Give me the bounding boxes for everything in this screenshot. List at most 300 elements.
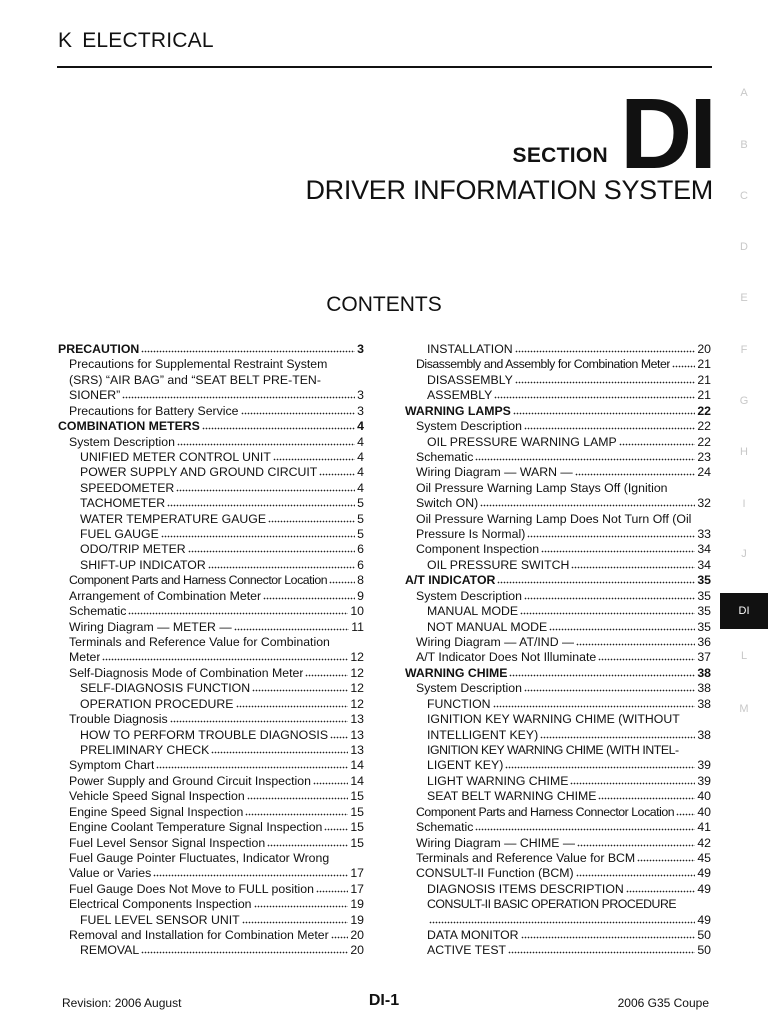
toc-entry-page: 38 <box>697 665 711 680</box>
toc-entry-page: 22 <box>697 403 711 418</box>
toc-entry-title: System Description <box>416 681 522 696</box>
toc-entry-title: Wiring Diagram — AT/IND — <box>416 635 575 650</box>
toc-leader-dots <box>202 419 355 430</box>
toc-entry-page: 4 <box>357 480 364 495</box>
toc-entry-title: Switch ON) <box>416 496 479 511</box>
toc-leader-dots <box>236 697 349 708</box>
toc-entry-title: Schematic <box>69 604 127 619</box>
toc-leader-dots <box>141 943 348 954</box>
toc-entry[interactable] <box>405 465 711 480</box>
toc-entry-page: 34 <box>697 557 711 572</box>
toc-entry-page: 17 <box>350 881 364 896</box>
toc-entry[interactable] <box>58 851 364 866</box>
section-code: DI <box>620 78 714 190</box>
toc-entry-title: Electrical Components Inspection <box>69 897 252 912</box>
toc-entry-title: FUEL GAUGE <box>80 527 159 542</box>
toc-entry-title: Arrangement of Combination Meter <box>69 588 262 603</box>
toc-entry[interactable] <box>58 419 364 434</box>
toc-entry[interactable] <box>58 882 364 897</box>
toc-entry-title: Removal and Installation for Combination Meter <box>69 928 329 943</box>
toc-entry-page: 35 <box>697 588 711 603</box>
toc-leader-dots <box>480 496 695 507</box>
toc-entry-title: Oil Pressure Warning Lamp Does Not Turn Off (Oil <box>416 511 692 526</box>
toc-entry[interactable] <box>405 913 711 928</box>
toc-entry[interactable] <box>405 882 711 897</box>
toc-leader-dots <box>549 620 695 631</box>
toc-entry-page: 10 <box>350 604 364 619</box>
toc-leader-dots <box>598 650 695 661</box>
toc-entry[interactable] <box>58 388 364 403</box>
toc-entry[interactable] <box>405 419 711 434</box>
section-tab[interactable]: E <box>740 292 748 304</box>
toc-entry[interactable] <box>405 805 711 820</box>
toc-right-column <box>405 342 711 959</box>
toc-entry-page: 49 <box>697 881 711 896</box>
toc-entry[interactable] <box>58 342 364 357</box>
toc-entry[interactable] <box>58 435 364 450</box>
toc-entry[interactable] <box>405 743 711 758</box>
toc-entry[interactable] <box>58 697 364 712</box>
toc-entry[interactable] <box>58 542 364 557</box>
toc-leader-dots <box>493 697 696 708</box>
toc-entry[interactable] <box>405 712 711 727</box>
toc-entry-page: 5 <box>357 527 364 542</box>
toc-entry-title: Wiring Diagram — METER — <box>69 619 232 634</box>
toc-entry-title: HOW TO PERFORM TROUBLE DIAGNOSIS <box>80 727 329 742</box>
toc-entry[interactable] <box>58 666 364 681</box>
toc-entry-page: 24 <box>697 465 711 480</box>
toc-entry-page: 13 <box>350 727 364 742</box>
toc-entry-page: 3 <box>357 342 364 356</box>
toc-entry-page: 34 <box>697 542 711 557</box>
toc-entry[interactable] <box>58 404 364 419</box>
toc-entry-page: 39 <box>697 773 711 788</box>
toc-entry-title: CONSULT-II Function (BCM) <box>416 866 574 881</box>
toc-entry[interactable] <box>58 789 364 804</box>
toc-entry-title: Pressure Is Normal) <box>416 527 526 542</box>
toc-entry-title: UNIFIED METER CONTROL UNIT <box>80 449 271 464</box>
toc-leader-dots <box>273 450 355 461</box>
toc-entry[interactable] <box>405 928 711 943</box>
toc-entry-page: 4 <box>357 465 364 480</box>
toc-leader-dots <box>161 527 355 538</box>
toc-entry-page: 38 <box>697 696 711 711</box>
toc-entry-title: Fuel Gauge Pointer Fluctuates, Indicator Wrong <box>69 850 330 865</box>
toc-entry-title: Power Supply and Ground Circuit Inspection <box>69 773 311 788</box>
toc-entry[interactable] <box>405 681 711 696</box>
toc-entry-title: WARNING CHIME <box>405 665 508 680</box>
toc-entry-title: LIGENT KEY) <box>427 758 504 773</box>
toc-entry[interactable] <box>58 496 364 511</box>
toc-leader-dots <box>508 943 695 954</box>
toc-entry-title: PRELIMINARY CHECK <box>80 742 210 757</box>
toc-entry-title: A/T INDICATOR <box>405 573 496 588</box>
toc-entry[interactable] <box>405 512 711 527</box>
toc-entry[interactable] <box>58 650 364 665</box>
toc-entry-title: OIL PRESSURE SWITCH <box>427 557 570 572</box>
toc-entry-page: 21 <box>697 357 711 372</box>
toc-entry-page: 50 <box>697 943 711 958</box>
toc-leader-dots <box>319 465 355 476</box>
toc-entry-title: Self-Diagnosis Mode of Combination Meter <box>69 665 304 680</box>
toc-entry-title: FUNCTION <box>427 696 491 711</box>
footer-revision: Revision: 2006 August <box>62 996 182 1010</box>
toc-leader-dots <box>520 604 695 615</box>
toc-entry[interactable] <box>405 450 711 465</box>
toc-leader-dots <box>263 589 355 600</box>
toc-entry-title: Engine Coolant Temperature Signal Inspection <box>69 820 323 835</box>
toc-entry-page: 49 <box>697 912 711 927</box>
toc-entry-page: 21 <box>697 388 711 403</box>
toc-entry-title: Component Parts and Harness Connector Location <box>416 804 675 819</box>
toc-leader-dots <box>475 450 695 461</box>
toc-leader-dots <box>176 481 355 492</box>
toc-entry[interactable] <box>405 697 711 712</box>
toc-entry[interactable] <box>405 496 711 511</box>
toc-leader-dots <box>524 681 695 692</box>
toc-entry-title: REMOVAL <box>80 943 140 958</box>
toc-entry-title: COMBINATION METERS <box>58 419 200 434</box>
toc-entry-title: SPEEDOMETER <box>80 480 175 495</box>
toc-entry-page: 19 <box>350 897 364 912</box>
section-tab[interactable]: B <box>740 139 748 151</box>
toc-entry[interactable] <box>405 774 711 789</box>
toc-entry-title: System Description <box>416 588 522 603</box>
toc-leader-dots <box>254 897 349 908</box>
toc-leader-dots <box>156 758 348 769</box>
toc-entry-page: 15 <box>350 820 364 835</box>
toc-entry-title: Value or Varies <box>69 866 152 881</box>
toc-entry-title: OPERATION PROCEDURE <box>80 696 234 711</box>
toc-entry-title: WATER TEMPERATURE GAUGE <box>80 511 267 526</box>
toc-entry[interactable] <box>405 481 711 496</box>
toc-entry-title: Trouble Diagnosis <box>69 712 168 727</box>
toc-leader-dots <box>509 666 695 677</box>
chapter-letter: K <box>58 29 73 52</box>
toc-leader-dots <box>521 928 696 939</box>
toc-entry-title: Engine Speed Signal Inspection <box>69 804 244 819</box>
toc-entry[interactable] <box>405 650 711 665</box>
toc-entry-page: 3 <box>357 388 364 403</box>
toc-entry-page: 17 <box>350 866 364 881</box>
toc-entry[interactable] <box>58 836 364 851</box>
toc-entry-page: 32 <box>697 496 711 511</box>
toc-leader-dots <box>241 404 356 415</box>
toc-entry[interactable] <box>58 589 364 604</box>
toc-entry-title: PRECAUTION <box>58 342 140 356</box>
toc-leader-dots <box>637 851 695 862</box>
toc-entry[interactable] <box>58 357 364 372</box>
toc-entry[interactable] <box>405 388 711 403</box>
toc-entry[interactable] <box>405 943 711 958</box>
toc-entry-page: 13 <box>350 712 364 727</box>
toc-entry[interactable] <box>58 558 364 573</box>
toc-entry[interactable] <box>58 373 364 388</box>
toc-leader-dots <box>211 743 348 754</box>
toc-leader-dots <box>676 805 695 816</box>
toc-leader-dots <box>252 681 348 692</box>
toc-entry-page: 6 <box>357 557 364 572</box>
toc-entry-page: 12 <box>350 665 364 680</box>
toc-entry-title: POWER SUPPLY AND GROUND CIRCUIT <box>80 465 318 480</box>
toc-entry[interactable] <box>405 589 711 604</box>
toc-entry-title: CONSULT-II BASIC OPERATION PROCEDURE <box>427 897 677 912</box>
toc-entry[interactable] <box>58 573 364 588</box>
toc-leader-dots <box>576 635 695 646</box>
section-tab[interactable]: C <box>740 190 748 202</box>
section-tab[interactable]: L <box>740 650 748 662</box>
toc-leader-dots <box>331 928 349 939</box>
toc-entry-title: Terminals and Reference Value for Combination <box>69 635 330 650</box>
toc-leader-dots <box>330 728 348 739</box>
toc-entry-page: 36 <box>697 635 711 650</box>
toc-entry[interactable] <box>405 620 711 635</box>
toc-entry-title: NOT MANUAL MODE <box>427 619 548 634</box>
toc-entry-page: 3 <box>357 403 364 418</box>
toc-entry[interactable] <box>405 635 711 650</box>
toc-entry[interactable] <box>58 604 364 619</box>
toc-entry[interactable] <box>405 373 711 388</box>
toc-entry-title: Fuel Level Sensor Signal Inspection <box>69 835 266 850</box>
toc-entry-page: 35 <box>697 573 711 588</box>
toc-entry-title: Meter <box>69 650 101 665</box>
toc-entry-page: 50 <box>697 928 711 943</box>
toc-entry-page: 45 <box>697 850 711 865</box>
toc-entry-title: Fuel Gauge Does Not Move to FULL position <box>69 881 314 896</box>
toc-entry[interactable] <box>58 620 364 635</box>
toc-entry-title: System Description <box>416 419 522 434</box>
toc-entry[interactable] <box>405 435 711 450</box>
toc-entry[interactable] <box>405 357 711 372</box>
toc-entry-page: 20 <box>350 928 364 943</box>
header-rule <box>57 66 712 68</box>
toc-entry-page: 4 <box>357 434 364 449</box>
toc-entry-title: TACHOMETER <box>80 496 166 511</box>
toc-entry[interactable] <box>405 558 711 573</box>
toc-entry[interactable] <box>58 774 364 789</box>
toc-entry[interactable] <box>58 758 364 773</box>
toc-leader-dots <box>177 435 355 446</box>
toc-entry-page: 14 <box>350 773 364 788</box>
toc-entry-title: Vehicle Speed Signal Inspection <box>69 789 245 804</box>
toc-entry-page: 21 <box>697 372 711 387</box>
toc-entry-page: 8 <box>357 573 364 588</box>
toc-entry-page: 5 <box>357 496 364 511</box>
toc-entry[interactable] <box>58 820 364 835</box>
toc-leader-dots <box>575 465 696 476</box>
toc-entry-title: ODO/TRIP METER <box>80 542 186 557</box>
toc-entry[interactable] <box>405 866 711 881</box>
toc-entry-title: LIGHT WARNING CHIME <box>427 773 569 788</box>
toc-leader-dots <box>170 712 349 723</box>
toc-entry[interactable] <box>58 805 364 820</box>
toc-entry[interactable] <box>58 681 364 696</box>
section-label: SECTION <box>512 144 608 167</box>
toc-entry-page: 20 <box>697 342 711 356</box>
toc-entry-title: SIONER” <box>69 388 121 403</box>
toc-entry[interactable] <box>405 851 711 866</box>
toc-leader-dots <box>515 373 695 384</box>
toc-entry-title: DISASSEMBLY <box>427 372 513 387</box>
toc-entry-page: 40 <box>697 804 711 819</box>
toc-entry-title: DATA MONITOR <box>427 928 519 943</box>
toc-entry[interactable] <box>405 342 711 357</box>
toc-entry[interactable] <box>58 743 364 758</box>
section-tab[interactable]: G <box>739 395 749 407</box>
toc-entry-page: 19 <box>350 912 364 927</box>
toc-entry-page: 42 <box>697 835 711 850</box>
toc-leader-dots <box>122 388 355 399</box>
toc-entry[interactable] <box>405 789 711 804</box>
toc-entry[interactable] <box>58 897 364 912</box>
toc-leader-dots <box>524 589 695 600</box>
toc-entry-title: SEAT BELT WARNING CHIME <box>427 789 597 804</box>
toc-entry-title: Disassembly and Assembly for Combination Meter <box>416 357 671 372</box>
toc-entry-title: ACTIVE TEST <box>427 943 507 958</box>
toc-entry[interactable] <box>405 542 711 557</box>
toc-entry-title: Symptom Chart <box>69 758 155 773</box>
toc-leader-dots <box>128 604 348 615</box>
toc-entry-title: Terminals and Reference Value for BCM <box>416 850 636 865</box>
toc-leader-dots <box>672 357 695 368</box>
toc-leader-dots <box>167 496 355 507</box>
toc-entry-title: Component Inspection <box>416 542 540 557</box>
toc-entry[interactable] <box>58 527 364 542</box>
toc-entry-page: 38 <box>697 681 711 696</box>
toc-entry-title: Component Parts and Harness Connector Location <box>69 573 328 588</box>
toc-entry-page: 15 <box>350 835 364 850</box>
toc-entry[interactable] <box>405 604 711 619</box>
toc-entry[interactable] <box>405 897 711 912</box>
toc-leader-dots <box>576 866 696 877</box>
section-tab[interactable]: D <box>740 241 748 253</box>
toc-leader-dots <box>598 789 695 800</box>
toc-entry-page: 4 <box>357 419 364 434</box>
section-tab[interactable]: I <box>742 498 746 510</box>
toc-entry[interactable] <box>58 465 364 480</box>
toc-entry[interactable] <box>405 404 711 419</box>
toc-leader-dots <box>305 666 348 677</box>
toc-entry-title: (SRS) “AIR BAG” and “SEAT BELT PRE-TEN- <box>69 372 321 387</box>
toc-leader-dots <box>324 820 348 831</box>
toc-left-column <box>58 342 364 959</box>
toc-leader-dots <box>515 342 696 353</box>
toc-entry-title: MANUAL MODE <box>427 604 519 619</box>
toc-entry-page: 5 <box>357 511 364 526</box>
toc-entry-page: 4 <box>357 449 364 464</box>
toc-entry[interactable] <box>58 481 364 496</box>
footer-page-number: DI-1 <box>368 992 400 1009</box>
toc-leader-dots <box>316 882 348 893</box>
toc-entry-page: 23 <box>697 449 711 464</box>
toc-entry-page: 35 <box>697 619 711 634</box>
toc-leader-dots <box>505 758 695 769</box>
toc-entry[interactable] <box>58 928 364 943</box>
toc-entry-page: 20 <box>350 943 364 958</box>
toc-entry-title: FUEL LEVEL SENSOR UNIT <box>80 912 240 927</box>
section-tab[interactable]: A <box>740 87 748 99</box>
toc-entry-title: IGNITION KEY WARNING CHIME (WITHOUT <box>427 712 680 727</box>
chapter-heading <box>58 29 214 53</box>
toc-entry[interactable] <box>405 758 711 773</box>
toc-entry-page: 12 <box>350 696 364 711</box>
toc-leader-dots <box>540 728 695 739</box>
toc-entry-page: 35 <box>697 604 711 619</box>
toc-entry-title: WARNING LAMPS <box>405 403 511 418</box>
toc-entry[interactable] <box>58 635 364 650</box>
toc-entry-page: 9 <box>357 588 364 603</box>
toc-entry[interactable] <box>405 573 711 588</box>
toc-entry-title: ASSEMBLY <box>427 388 493 403</box>
toc-entry[interactable] <box>58 943 364 958</box>
toc-leader-dots <box>577 836 695 847</box>
toc-entry-page: 38 <box>697 727 711 742</box>
section-tab[interactable]: DI <box>720 593 768 629</box>
footer-model: 2006 G35 Coupe <box>617 996 709 1010</box>
toc-entry-title: Wiring Diagram — WARN — <box>416 465 573 480</box>
toc-entry[interactable] <box>58 866 364 881</box>
toc-leader-dots <box>541 542 695 553</box>
section-tab[interactable]: J <box>741 548 747 560</box>
section-tab[interactable]: F <box>740 344 748 356</box>
toc-leader-dots <box>208 558 355 569</box>
contents-heading: CONTENTS <box>326 293 442 316</box>
toc-entry[interactable] <box>405 527 711 542</box>
toc-entry[interactable] <box>405 728 711 743</box>
toc-entry-title: System Description <box>69 434 175 449</box>
toc-leader-dots <box>513 404 695 415</box>
toc-entry-title: IGNITION KEY WARNING CHIME (WITH INTEL- <box>427 742 679 757</box>
toc-entry-page: 15 <box>350 789 364 804</box>
toc-leader-dots <box>141 342 355 353</box>
toc-leader-dots <box>245 805 348 816</box>
toc-entry-title: SELF-DIAGNOSIS FUNCTION <box>80 681 251 696</box>
toc-leader-dots <box>494 388 695 399</box>
toc-entry-page: 11 <box>351 619 364 634</box>
toc-entry-title: Precautions for Battery Service <box>69 403 239 418</box>
toc-entry-page: 12 <box>350 650 364 665</box>
toc-leader-dots <box>153 866 348 877</box>
toc-entry[interactable] <box>58 712 364 727</box>
toc-entry-page: 33 <box>697 527 711 542</box>
toc-entry[interactable] <box>58 512 364 527</box>
toc-entry[interactable] <box>58 728 364 743</box>
toc-entry[interactable] <box>58 913 364 928</box>
page-title: DRIVER INFORMATION SYSTEM <box>305 175 713 205</box>
toc-entry-page: 41 <box>697 820 711 835</box>
toc-leader-dots <box>329 573 355 584</box>
toc-entry-title: SHIFT-UP INDICATOR <box>80 557 206 572</box>
toc-entry[interactable] <box>405 820 711 835</box>
toc-entry-title: Schematic <box>416 449 474 464</box>
chapter-name: ELECTRICAL <box>82 29 214 52</box>
toc-entry-title: Wiring Diagram — CHIME — <box>416 835 576 850</box>
section-tab[interactable]: M <box>739 703 749 715</box>
toc-entry[interactable] <box>58 450 364 465</box>
toc-leader-dots <box>619 435 696 446</box>
section-tab[interactable]: H <box>740 446 748 458</box>
toc-entry-title: DIAGNOSIS ITEMS DESCRIPTION <box>427 881 624 896</box>
toc-entry-page: 22 <box>697 419 711 434</box>
toc-entry-title: A/T Indicator Does Not Illuminate <box>416 650 597 665</box>
toc-leader-dots <box>188 542 355 553</box>
toc-entry-page: 12 <box>350 681 364 696</box>
toc-entry-title: Oil Pressure Warning Lamp Stays Off (Ignition <box>416 480 668 495</box>
toc-leader-dots <box>429 913 695 924</box>
toc-entry[interactable] <box>405 666 711 681</box>
toc-entry[interactable] <box>405 836 711 851</box>
toc-leader-dots <box>267 836 348 847</box>
